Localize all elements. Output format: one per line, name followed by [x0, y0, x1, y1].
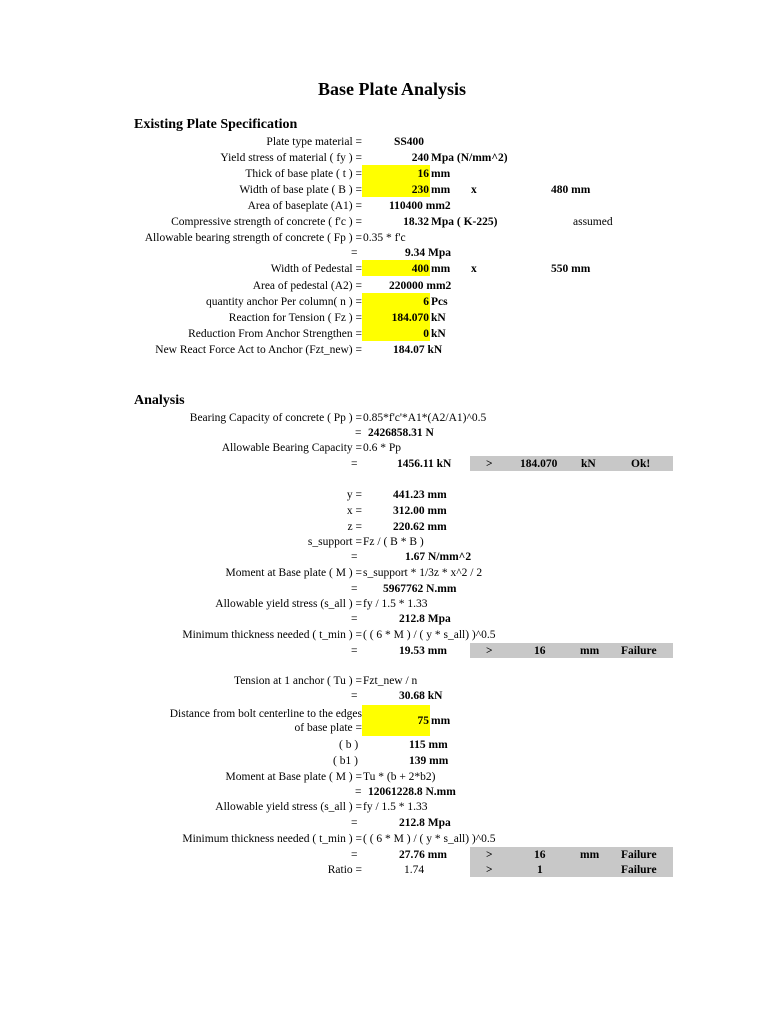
edge-distance-unit: mm: [431, 715, 451, 727]
moment1-label: Moment at Base plate ( M ) =: [225, 567, 362, 579]
moment2-value: 12061228.8 N.mm: [368, 786, 456, 798]
tmin1-label: Minimum thickness needed ( t_min ) =: [182, 629, 362, 641]
moment1-value: 5967762 N.mm: [383, 583, 457, 595]
ratio-value: 1.74: [404, 864, 425, 876]
z-label: z =: [347, 521, 362, 533]
pp-equals: =: [355, 427, 362, 439]
abc-reference: 184.070: [520, 458, 558, 470]
pp-value: 2426858.31 N: [368, 427, 434, 439]
sall2-formula: fy / 1.5 * 1.33: [363, 801, 428, 813]
fc-label: Compressive strength of concrete ( f'c ) =: [171, 216, 362, 228]
pp-formula: 0.85*f'c'*A1*(A2/A1)^0.5: [363, 412, 487, 424]
moment2-formula: Tu * (b + 2*b2): [363, 771, 436, 783]
input-cell-reduction[interactable]: [362, 325, 430, 341]
tmin1-reference: 16: [534, 645, 546, 657]
sall2-value: 212.8 Mpa: [399, 817, 451, 829]
fp-equals: =: [351, 247, 358, 259]
sall1-value: 212.8 Mpa: [399, 613, 451, 625]
reduction-label: Reduction From Anchor Strengthen =: [188, 328, 362, 340]
fy-unit: Mpa (N/mm^2): [431, 152, 508, 164]
plate-width-unit: mm: [431, 184, 451, 196]
tmin2-formula: ( ( 6 * M ) / ( y * s_all) )^0.5: [363, 833, 496, 845]
b1-label: ( b1 ): [333, 755, 358, 767]
plate-type-value: SS400: [394, 136, 425, 148]
b1-value: 139 mm: [409, 755, 449, 767]
tmin2-reference-unit: mm: [580, 849, 600, 861]
tmin1-equals: =: [351, 645, 358, 657]
plate-length-value: 480 mm: [551, 184, 591, 196]
anchor-qty-value: 6: [423, 296, 429, 308]
plate-type-label: Plate type material =: [266, 136, 362, 148]
pp-label: Bearing Capacity of concrete ( Pp ) =: [189, 412, 362, 424]
tmin2-equals: =: [351, 849, 358, 861]
moment2-equals: =: [355, 786, 362, 798]
abc-value: 1456.11 kN: [397, 458, 452, 470]
fp-formula: 0.35 * f'c: [363, 232, 406, 244]
fc-note: assumed: [573, 216, 613, 228]
tmin1-formula: ( ( 6 * M ) / ( y * s_all) )^0.5: [363, 629, 496, 641]
pedestal-width-value: 400: [411, 263, 429, 275]
tu-formula: Fzt_new / n: [363, 675, 418, 687]
pedestal-times: x: [471, 263, 477, 275]
thickness-value: 16: [417, 168, 429, 180]
s-support-label: s_support =: [307, 536, 362, 548]
reduction-value: 0: [423, 328, 429, 340]
ratio-label: Ratio =: [327, 864, 362, 876]
tension-value: 184.070: [391, 312, 429, 324]
pedestal-width-unit: mm: [431, 263, 451, 275]
y-label: y =: [346, 489, 362, 501]
x-value: 312.00 mm: [393, 505, 447, 517]
fy-value: 240: [411, 152, 429, 164]
s-support-equals: =: [351, 551, 358, 563]
fc-value: 18.32: [403, 216, 429, 228]
input-cell-anchor-qty[interactable]: [362, 293, 430, 309]
moment2-label: Moment at Base plate ( M ) =: [225, 771, 362, 783]
sall2-label: Allowable yield stress (s_all ) =: [215, 801, 362, 813]
tmin1-compare: >: [486, 645, 493, 657]
moment1-formula: s_support * 1/3z * x^2 / 2: [363, 567, 483, 579]
b-label: ( b ): [339, 739, 359, 751]
abc-equals: =: [351, 458, 358, 470]
section-heading-analysis: Analysis: [134, 393, 185, 408]
x-label: x =: [346, 505, 362, 517]
section-heading-spec: Existing Plate Specification: [134, 117, 298, 132]
edge-distance-label-line2: of base plate =: [294, 722, 362, 734]
tmin2-reference: 16: [534, 849, 546, 861]
pedestal-width-label: Width of Pedestal =: [270, 263, 362, 275]
moment1-equals: =: [351, 583, 358, 595]
abc-result: Ok!: [631, 458, 651, 470]
anchor-qty-label: quantity anchor Per column( n ) =: [206, 296, 362, 308]
tmin1-reference-unit: mm: [580, 645, 600, 657]
ratio-compare: >: [486, 864, 493, 876]
abc-compare: >: [486, 458, 493, 470]
fp-value: 9.34 Mpa: [405, 247, 451, 259]
tmin2-result: Failure: [621, 849, 657, 861]
fzt-label: New React Force Act to Anchor (Fzt_new) =: [155, 344, 362, 356]
ratio-reference: 1: [537, 864, 543, 876]
tmin2-label: Minimum thickness needed ( t_min ) =: [182, 833, 362, 845]
pedestal-length-value: 550 mm: [551, 263, 591, 275]
page-title: Base Plate Analysis: [318, 79, 467, 99]
b-value: 115 mm: [409, 739, 448, 751]
plate-width-times: x: [471, 184, 477, 196]
plate-width-value: 230: [411, 184, 429, 196]
tu-value: 30.68 kN: [399, 690, 443, 702]
abc-label: Allowable Bearing Capacity =: [221, 442, 362, 454]
fc-unit: Mpa ( K-225): [431, 216, 498, 228]
tmin2-compare: >: [486, 849, 493, 861]
abc-formula: 0.6 * Pp: [363, 442, 402, 454]
s-support-value: 1.67 N/mm^2: [405, 551, 472, 563]
plate-width-label: Width of base plate ( B ) =: [239, 184, 362, 196]
z-value: 220.62 mm: [393, 521, 447, 533]
abc-reference-unit: kN: [581, 458, 596, 470]
thickness-label: Thick of base plate ( t ) =: [245, 168, 362, 180]
tmin2-value: 27.76 mm: [399, 849, 447, 861]
area-a2-value: 220000 mm2: [389, 280, 452, 292]
y-value: 441.23 mm: [393, 489, 447, 501]
sall1-formula: fy / 1.5 * 1.33: [363, 598, 428, 610]
fy-label: Yield stress of material ( fy ) =: [220, 152, 362, 164]
thickness-unit: mm: [431, 168, 451, 180]
s-support-formula: Fz / ( B * B ): [363, 536, 424, 548]
tu-equals: =: [351, 690, 358, 702]
sall1-label: Allowable yield stress (s_all ) =: [215, 598, 362, 610]
tmin1-value: 19.53 mm: [399, 645, 447, 657]
tension-label: Reaction for Tension ( Fz ) =: [228, 312, 362, 324]
sall2-equals: =: [351, 817, 358, 829]
edge-distance-label-line1: Distance from bolt centerline to the edges: [169, 708, 362, 720]
ratio-result: Failure: [621, 864, 657, 876]
edge-distance-value: 75: [417, 715, 429, 727]
reduction-unit: kN: [431, 328, 446, 340]
tension-unit: kN: [431, 312, 446, 324]
sall1-equals: =: [351, 613, 358, 625]
anchor-qty-unit: Pcs: [431, 296, 448, 308]
area-a1-value: 110400 mm2: [389, 200, 451, 212]
tu-label: Tension at 1 anchor ( Tu ) =: [233, 675, 362, 687]
fp-label: Allowable bearing strength of concrete ( Fp ) =: [144, 232, 362, 244]
fzt-value: 184.07 kN: [393, 344, 443, 356]
area-a1-label: Area of baseplate (A1) =: [247, 200, 362, 212]
area-a2-label: Area of pedestal (A2) =: [252, 280, 362, 292]
tmin1-result: Failure: [621, 645, 657, 657]
